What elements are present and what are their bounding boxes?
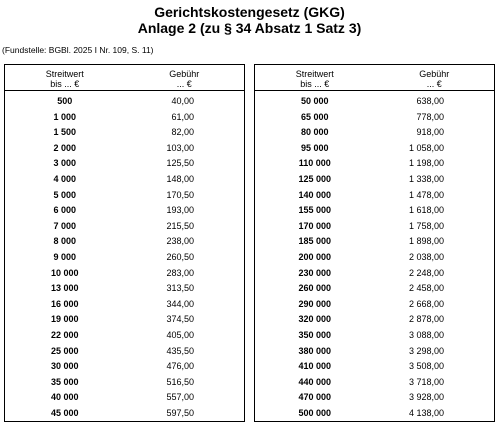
streitwert-cell: 3 000 xyxy=(53,158,77,169)
streitwert-cell: 8 000 xyxy=(53,236,77,247)
document-subtitle: Anlage 2 (zu § 34 Absatz 1 Satz 3) xyxy=(137,20,362,36)
streitwert-cell: 110 000 xyxy=(298,158,331,169)
table-row xyxy=(255,219,494,235)
streitwert-cell: 380 000 xyxy=(298,345,332,356)
streitwert-cell: 155 000 xyxy=(298,205,332,216)
table-row xyxy=(5,141,244,157)
streitwert-cell: 1 000 xyxy=(53,111,77,122)
table-row xyxy=(5,250,244,266)
fee-table-left xyxy=(4,64,245,422)
streitwert-cell: 470 000 xyxy=(298,392,332,403)
table-row xyxy=(255,250,494,266)
column-header-fee xyxy=(375,69,495,89)
table-row xyxy=(255,375,494,391)
streitwert-cell: 16 000 xyxy=(50,298,79,309)
streitwert-cell: 500 000 xyxy=(298,407,332,418)
gebuehr-cell: 3 088,00 xyxy=(408,329,444,340)
streitwert-cell: 35 000 xyxy=(50,376,79,387)
column-header-value-line2: bis ... € xyxy=(300,79,330,89)
column-header-fee-line2: ... € xyxy=(426,79,442,89)
table-header xyxy=(5,65,244,91)
gebuehr-cell: 125,50 xyxy=(166,158,194,169)
table-row xyxy=(255,203,494,219)
gebuehr-cell: 1 478,00 xyxy=(408,189,444,200)
gebuehr-cell: 2 248,00 xyxy=(408,267,444,278)
streitwert-cell: 260 000 xyxy=(298,283,332,294)
gebuehr-cell: 1 758,00 xyxy=(408,220,444,231)
table-row xyxy=(5,125,244,141)
table-row xyxy=(5,94,244,110)
gebuehr-cell: 1 618,00 xyxy=(408,205,444,216)
streitwert-cell: 140 000 xyxy=(298,189,332,200)
column-header-value-line2: bis ... € xyxy=(50,79,80,89)
table-row xyxy=(255,234,494,250)
streitwert-cell: 5 000 xyxy=(53,189,77,200)
streitwert-cell: 410 000 xyxy=(298,361,332,372)
streitwert-cell: 19 000 xyxy=(50,314,79,325)
gebuehr-cell: 2 668,00 xyxy=(408,298,444,309)
table-row xyxy=(255,406,494,422)
table-row xyxy=(5,110,244,126)
gebuehr-cell: 2 458,00 xyxy=(408,283,444,294)
table-row xyxy=(5,359,244,375)
gebuehr-cell: 238,00 xyxy=(166,236,194,247)
gebuehr-cell: 193,00 xyxy=(166,205,194,216)
table-row xyxy=(255,110,494,126)
table-row xyxy=(255,359,494,375)
fee-table-right xyxy=(254,64,495,422)
table-row xyxy=(5,172,244,188)
streitwert-cell: 65 000 xyxy=(300,111,329,122)
table-row xyxy=(5,375,244,391)
document-title: Gerichtskostengesetz (GKG) xyxy=(154,4,345,20)
gebuehr-cell: 283,00 xyxy=(166,267,194,278)
gebuehr-cell: 516,50 xyxy=(166,376,194,387)
table-row xyxy=(5,234,244,250)
gebuehr-cell: 82,00 xyxy=(171,127,194,138)
table-body xyxy=(255,91,494,421)
streitwert-cell: 7 000 xyxy=(53,220,77,231)
gebuehr-cell: 260,50 xyxy=(166,251,194,262)
table-row xyxy=(5,281,244,297)
streitwert-cell: 25 000 xyxy=(50,345,79,356)
gebuehr-cell: 778,00 xyxy=(416,111,444,122)
gebuehr-cell: 1 338,00 xyxy=(408,173,444,184)
gebuehr-cell: 1 898,00 xyxy=(408,236,444,247)
streitwert-cell: 80 000 xyxy=(300,127,329,138)
column-header-fee xyxy=(125,69,245,89)
streitwert-cell: 2 000 xyxy=(53,142,77,153)
table-row xyxy=(255,328,494,344)
streitwert-cell: 1 500 xyxy=(53,127,77,138)
streitwert-cell: 30 000 xyxy=(50,361,79,372)
table-row xyxy=(255,297,494,313)
streitwert-cell: 125 000 xyxy=(298,173,332,184)
column-header-fee-line1: Gebühr xyxy=(419,69,450,79)
table-row xyxy=(255,94,494,110)
table-row xyxy=(255,312,494,328)
source-reference: (Fundstelle: BGBl. 2025 I Nr. 109, S. 11) xyxy=(2,45,154,55)
gebuehr-cell: 40,00 xyxy=(171,96,194,106)
gebuehr-cell: 103,00 xyxy=(166,142,194,153)
gebuehr-cell: 597,50 xyxy=(166,407,194,418)
gebuehr-cell: 344,00 xyxy=(166,298,194,309)
table-row xyxy=(255,156,494,172)
gebuehr-cell: 476,00 xyxy=(166,361,194,372)
streitwert-cell: 13 000 xyxy=(50,283,79,294)
table-row xyxy=(255,390,494,406)
streitwert-cell: 440 000 xyxy=(298,376,332,387)
streitwert-cell: 50 000 xyxy=(300,96,329,106)
table-row xyxy=(5,188,244,204)
streitwert-cell: 200 000 xyxy=(298,251,332,262)
gebuehr-cell: 215,50 xyxy=(166,220,194,231)
streitwert-cell: 170 000 xyxy=(298,220,332,231)
table-row xyxy=(255,344,494,360)
table-row xyxy=(5,312,244,328)
gebuehr-cell: 1 058,00 xyxy=(408,142,444,153)
table-body xyxy=(5,91,244,421)
table-row xyxy=(5,390,244,406)
streitwert-cell: 230 000 xyxy=(298,267,332,278)
gebuehr-cell: 1 198,00 xyxy=(408,158,444,169)
table-row xyxy=(255,172,494,188)
column-header-value-line1: Streitwert xyxy=(45,69,84,79)
column-header-fee-line1: Gebühr xyxy=(169,69,200,79)
streitwert-cell: 350 000 xyxy=(298,329,332,340)
table-header xyxy=(255,65,494,91)
gebuehr-cell: 4 138,00 xyxy=(408,407,444,418)
column-header-fee-line2: ... € xyxy=(176,79,192,89)
column-header-value xyxy=(5,69,125,89)
streitwert-cell: 95 000 xyxy=(300,142,329,153)
table-row xyxy=(255,266,494,282)
table-row xyxy=(5,219,244,235)
streitwert-cell: 500 xyxy=(57,96,73,106)
streitwert-cell: 9 000 xyxy=(53,251,77,262)
gebuehr-cell: 61,00 xyxy=(171,111,194,122)
gebuehr-cell: 374,50 xyxy=(166,314,194,325)
table-row xyxy=(5,328,244,344)
gebuehr-cell: 2 878,00 xyxy=(408,314,444,325)
table-row xyxy=(5,344,244,360)
gebuehr-cell: 435,50 xyxy=(166,345,194,356)
gebuehr-cell: 3 928,00 xyxy=(408,392,444,403)
table-row xyxy=(5,156,244,172)
table-row xyxy=(255,141,494,157)
gebuehr-cell: 918,00 xyxy=(416,127,444,138)
table-row xyxy=(5,297,244,313)
table-row xyxy=(5,203,244,219)
gebuehr-cell: 3 298,00 xyxy=(408,345,444,356)
table-row xyxy=(255,188,494,204)
gebuehr-cell: 3 718,00 xyxy=(408,376,444,387)
gebuehr-cell: 170,50 xyxy=(166,189,194,200)
gebuehr-cell: 557,00 xyxy=(166,392,194,403)
streitwert-cell: 320 000 xyxy=(298,314,332,325)
streitwert-cell: 6 000 xyxy=(53,205,77,216)
streitwert-cell: 40 000 xyxy=(50,392,79,403)
streitwert-cell: 10 000 xyxy=(50,267,79,278)
gebuehr-cell: 638,00 xyxy=(416,96,444,106)
column-header-value-line1: Streitwert xyxy=(295,69,334,79)
table-row xyxy=(255,281,494,297)
column-header-value xyxy=(255,69,375,89)
gebuehr-cell: 2 038,00 xyxy=(408,251,444,262)
gebuehr-cell: 3 508,00 xyxy=(408,361,444,372)
table-row xyxy=(5,406,244,422)
gebuehr-cell: 313,50 xyxy=(166,283,194,294)
streitwert-cell: 22 000 xyxy=(50,329,79,340)
gebuehr-cell: 405,00 xyxy=(166,329,194,340)
gebuehr-cell: 148,00 xyxy=(166,173,194,184)
streitwert-cell: 185 000 xyxy=(298,236,332,247)
table-row xyxy=(5,266,244,282)
streitwert-cell: 290 000 xyxy=(298,298,332,309)
table-row xyxy=(255,125,494,141)
streitwert-cell: 45 000 xyxy=(50,407,79,418)
streitwert-cell: 4 000 xyxy=(53,173,77,184)
